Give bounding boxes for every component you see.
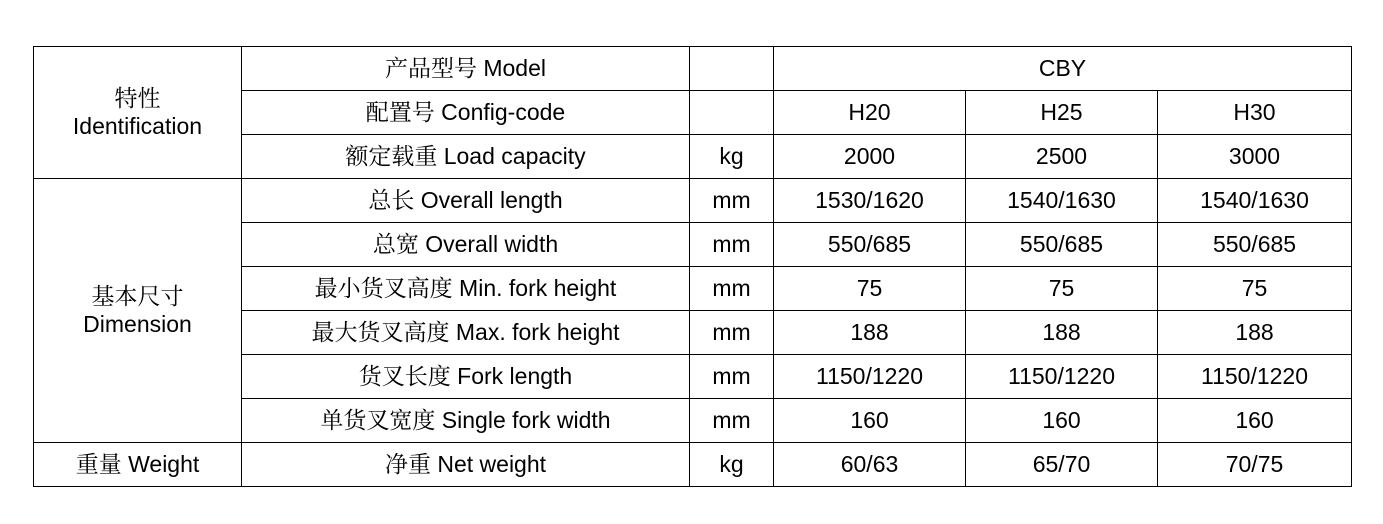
group-dimension-en: Dimension [83,310,192,337]
group-identification [34,47,242,179]
table-row [34,47,1352,91]
cell-config-code-h30: H30 [1158,91,1352,135]
cell-fork-length-1: 1150/1220 [774,355,966,399]
spec-sheet [33,46,1351,487]
cell-min-fork-height-1: 75 [774,267,966,311]
table-row [34,443,1352,487]
group-dimension [34,179,242,443]
cell-overall-width-3: 550/685 [1158,223,1352,267]
row-label-overall-width: 总宽 Overall width [242,223,690,267]
cell-max-fork-height-2: 188 [966,311,1158,355]
row-label-min-fork-height: 最小货叉高度 Min. fork height [242,267,690,311]
cell-config-code-h20: H20 [774,91,966,135]
cell-single-fork-width-2: 160 [966,399,1158,443]
group-identification-en: Identification [72,112,203,139]
group-identification-cn: 特性 [114,85,161,112]
cell-single-fork-width-1: 160 [774,399,966,443]
cell-overall-width-1: 550/685 [774,223,966,267]
row-unit-overall-length: mm [690,179,774,223]
cell-net-weight-3: 70/75 [1158,443,1352,487]
cell-fork-length-2: 1150/1220 [966,355,1158,399]
row-unit-single-fork-width: mm [690,399,774,443]
cell-min-fork-height-3: 75 [1158,267,1352,311]
table-row [34,179,1352,223]
cell-max-fork-height-1: 188 [774,311,966,355]
row-label-model: 产品型号 Model [242,47,690,91]
row-label-config-code: 配置号 Config-code [242,91,690,135]
row-unit-net-weight: kg [690,443,774,487]
cell-max-fork-height-3: 188 [1158,311,1352,355]
cell-overall-length-1: 1530/1620 [774,179,966,223]
row-unit-config-code [690,91,774,135]
specification-table [33,46,1352,487]
group-dimension-cn: 基本尺寸 [91,283,184,310]
group-weight: 重量 Weight [34,443,242,487]
row-unit-model [690,47,774,91]
cell-overall-length-2: 1540/1630 [966,179,1158,223]
cell-overall-width-2: 550/685 [966,223,1158,267]
row-label-max-fork-height: 最大货叉高度 Max. fork height [242,311,690,355]
row-label-load-capacity: 额定载重 Load capacity [242,135,690,179]
row-label-net-weight: 净重 Net weight [242,443,690,487]
cell-net-weight-2: 65/70 [966,443,1158,487]
cell-single-fork-width-3: 160 [1158,399,1352,443]
cell-config-code-h25: H25 [966,91,1158,135]
cell-net-weight-1: 60/63 [774,443,966,487]
cell-fork-length-3: 1150/1220 [1158,355,1352,399]
cell-load-capacity-3: 3000 [1158,135,1352,179]
cell-min-fork-height-2: 75 [966,267,1158,311]
cell-overall-length-3: 1540/1630 [1158,179,1352,223]
cell-load-capacity-2: 2500 [966,135,1158,179]
row-label-single-fork-width: 单货叉宽度 Single fork width [242,399,690,443]
row-unit-overall-width: mm [690,223,774,267]
row-unit-max-fork-height: mm [690,311,774,355]
row-label-fork-length: 货叉长度 Fork length [242,355,690,399]
row-unit-load-capacity: kg [690,135,774,179]
row-unit-min-fork-height: mm [690,267,774,311]
model-name-cell: CBY [774,47,1352,91]
cell-load-capacity-1: 2000 [774,135,966,179]
row-unit-fork-length: mm [690,355,774,399]
row-label-overall-length: 总长 Overall length [242,179,690,223]
